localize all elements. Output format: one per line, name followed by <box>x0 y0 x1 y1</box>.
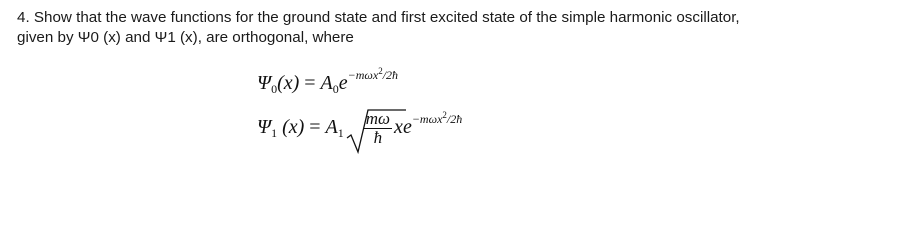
exponent-main: −mωx <box>347 68 379 82</box>
coefficient: A <box>325 116 338 139</box>
square-root <box>346 110 394 147</box>
psi-subscript: 1 <box>271 126 278 141</box>
equals-sign: = <box>309 116 321 139</box>
radical-sign-icon <box>346 108 406 154</box>
exponent-main: −mωx <box>411 112 443 127</box>
exponent-square: 2 <box>442 110 447 121</box>
variable: x <box>394 116 403 139</box>
exponent <box>348 68 398 82</box>
question-line-1: 4. Show that the wave functions for the ground state and first excited state of the simple harmonic oscillator, <box>17 9 740 26</box>
coefficient-subscript: 0 <box>332 82 339 96</box>
psi-symbol: Ψ <box>257 116 272 139</box>
excited-state-equation <box>257 110 462 147</box>
exponent <box>412 112 462 126</box>
equals-sign: = <box>304 72 316 94</box>
question-line-2: given by Ψ0 (x) and Ψ1 (x), are orthogonal, where <box>17 29 354 46</box>
fraction-denominator: ħ <box>373 128 383 147</box>
question-text <box>17 8 902 48</box>
ground-state-equation <box>257 66 398 97</box>
coefficient-subscript: 1 <box>337 126 344 141</box>
psi-subscript: 0 <box>271 82 278 96</box>
psi-symbol: Ψ <box>257 72 272 94</box>
exponent-tail: /2ħ <box>446 112 463 127</box>
argument: (x) <box>282 116 305 139</box>
fraction-numerator: mω <box>365 109 391 128</box>
exp-base: e <box>338 72 348 94</box>
exponent-square: 2 <box>378 66 383 76</box>
exp-base: e <box>402 116 412 139</box>
exponent-tail: /2ħ <box>382 68 399 82</box>
coefficient: A <box>320 72 333 94</box>
argument: (x) <box>277 72 300 94</box>
